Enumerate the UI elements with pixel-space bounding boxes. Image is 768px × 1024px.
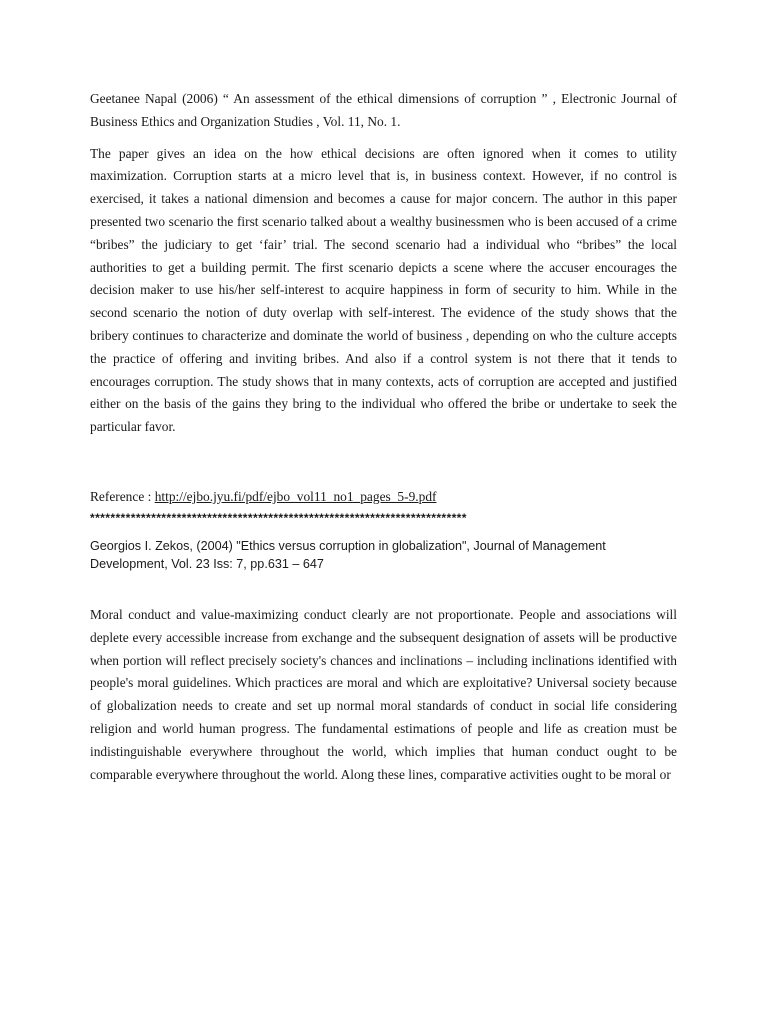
citation-napal: Geetanee Napal (2006) “ An assessment of the ethical dimensions of corruption ” , Electronic Journal of Business Ethics and Organization Studies , Vol. 11, No. 1. <box>90 91 677 129</box>
document-page <box>90 88 677 786</box>
reference-line <box>90 485 677 509</box>
separator-stars: ************************************************************************** <box>90 510 467 525</box>
reference-link[interactable]: http://ejbo.jyu.fi/pdf/ejbo_vol11_no1_pages_5-9.pdf <box>154 488 437 504</box>
summary-zekos: Moral conduct and value-maximizing conduct clearly are not proportionate. People and associations will deplete every accessible increase from exchange and the subsequent designation of assets will be productive when portion will reflect precisely society's chances and inclinations – including inclinations identified with people's moral guidelines. Which practices are moral and which are exploitative? Universal society because of globalization needs to create and set up normal moral standards of conduct in social life considering religion and world human progress. The fundamental estimations of people and life as creation must be indistinguishable everywhere throughout the world, which implies that human conduct ought to be comparable everywhere throughout the world. Along these lines, comparative activities ought to be moral or <box>90 606 677 782</box>
summary-napal: The paper gives an idea on the how ethical decisions are often ignored when it comes to utility maximization. Corruption starts at a micro level that is, in business context. However, if no control is exercised, it takes a national dimension and becomes a cause for major concern. The author in this paper presented two scenario the first scenario talked about a wealthy businessmen who is been accused of a crime “bribes” the judiciary to get ‘fair’ trial. The second scenario had a individual who “bribes” the local authorities to get a building permit. The first scenario depicts a scene where the accuser encourages the decision maker to use his/her self-interest to acquire happiness in form of security to him. While in the second scenario the notion of duty overlap with self-interest. The evidence of the study shows that the bribery continues to characterize and dominate the world of business , depending on who the culture accepts the practice of offering and inviting bribes. And also if a control system is not there that it tends to encourages corruption. The study shows that in many contexts, acts of corruption are accepted and justified either on the basis of the gains they bring to the individual who offered the bribe or undertake to seek the particular favor. <box>90 145 677 435</box>
reference-label: Reference : <box>90 488 155 504</box>
citation-zekos: Georgios I. Zekos, (2004) "Ethics versus corruption in globalization", Journal of Management Development, Vol. 23 Iss: 7, pp.631 – 647 <box>90 538 606 572</box>
